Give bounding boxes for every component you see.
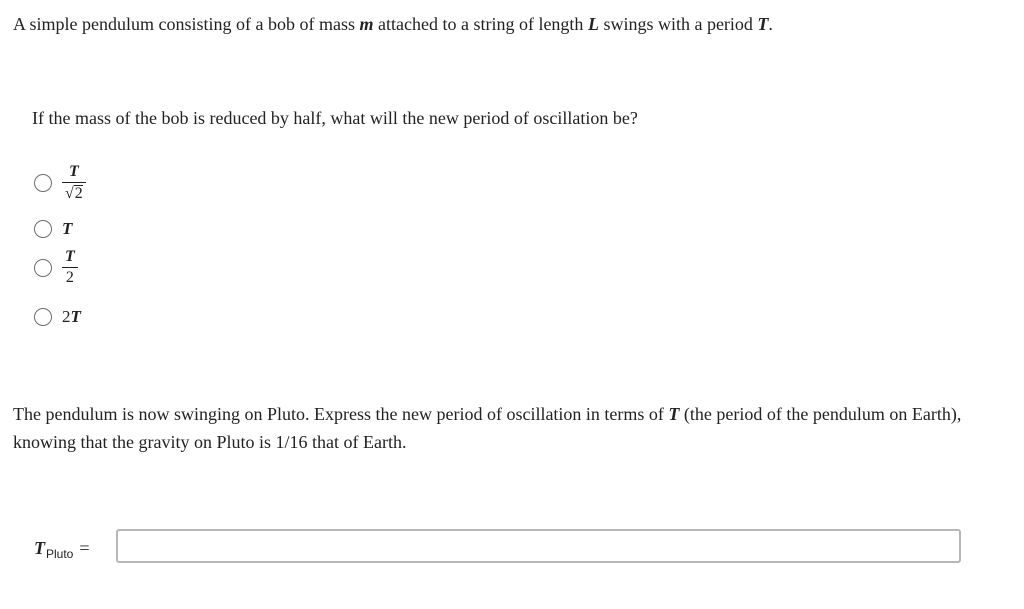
mass-variable: m <box>359 14 374 34</box>
option-label <box>62 307 81 327</box>
period-variable: T <box>34 538 45 558</box>
sqrt-argument: 2 <box>74 185 83 202</box>
statement-text: . <box>768 14 773 34</box>
option-t[interactable] <box>34 219 72 239</box>
option-t-over-sqrt2[interactable] <box>34 164 86 202</box>
period-variable: T <box>668 404 680 424</box>
question-2-text <box>13 400 1003 456</box>
length-variable: L <box>587 14 599 34</box>
fraction-numerator: T <box>69 163 79 180</box>
statement-text: attached to a string of length <box>373 14 588 34</box>
option-2t[interactable] <box>34 307 81 327</box>
equals-sign: = <box>79 538 90 558</box>
period-variable: T <box>70 307 81 326</box>
coefficient: 2 <box>62 307 71 326</box>
sqrt-icon: √ <box>65 185 74 202</box>
radio-button[interactable] <box>34 259 52 277</box>
fraction-denominator <box>62 183 86 202</box>
problem-statement <box>13 10 773 38</box>
question-text: (the period of the pendulum on Earth), knowing that the gravity on Pluto is 1/16 that of Earth. <box>13 404 962 452</box>
radio-button[interactable] <box>34 308 52 326</box>
statement-text: A simple pendulum consisting of a bob of mass <box>13 14 360 34</box>
question-text: The pendulum is now swinging on Pluto. Express the new period of oscillation in terms of <box>13 404 669 424</box>
question-1-text: If the mass of the bob is reduced by half, what will the new period of oscillation be? <box>32 108 638 128</box>
period-variable: T <box>757 14 769 34</box>
radio-button[interactable] <box>34 174 52 192</box>
fraction-numerator: T <box>65 248 75 265</box>
subscript-pluto: Pluto <box>46 547 74 561</box>
radio-button[interactable] <box>34 220 52 238</box>
answer-label <box>34 534 90 564</box>
option-t-over-2[interactable] <box>34 249 78 286</box>
option-label: T <box>62 219 73 238</box>
statement-text: swings with a period <box>598 14 758 34</box>
option-label <box>62 164 86 202</box>
fraction <box>62 164 86 202</box>
option-label <box>62 249 78 286</box>
fraction-denominator: 2 <box>65 269 74 286</box>
answer-input[interactable] <box>116 529 961 563</box>
fraction <box>62 249 78 286</box>
